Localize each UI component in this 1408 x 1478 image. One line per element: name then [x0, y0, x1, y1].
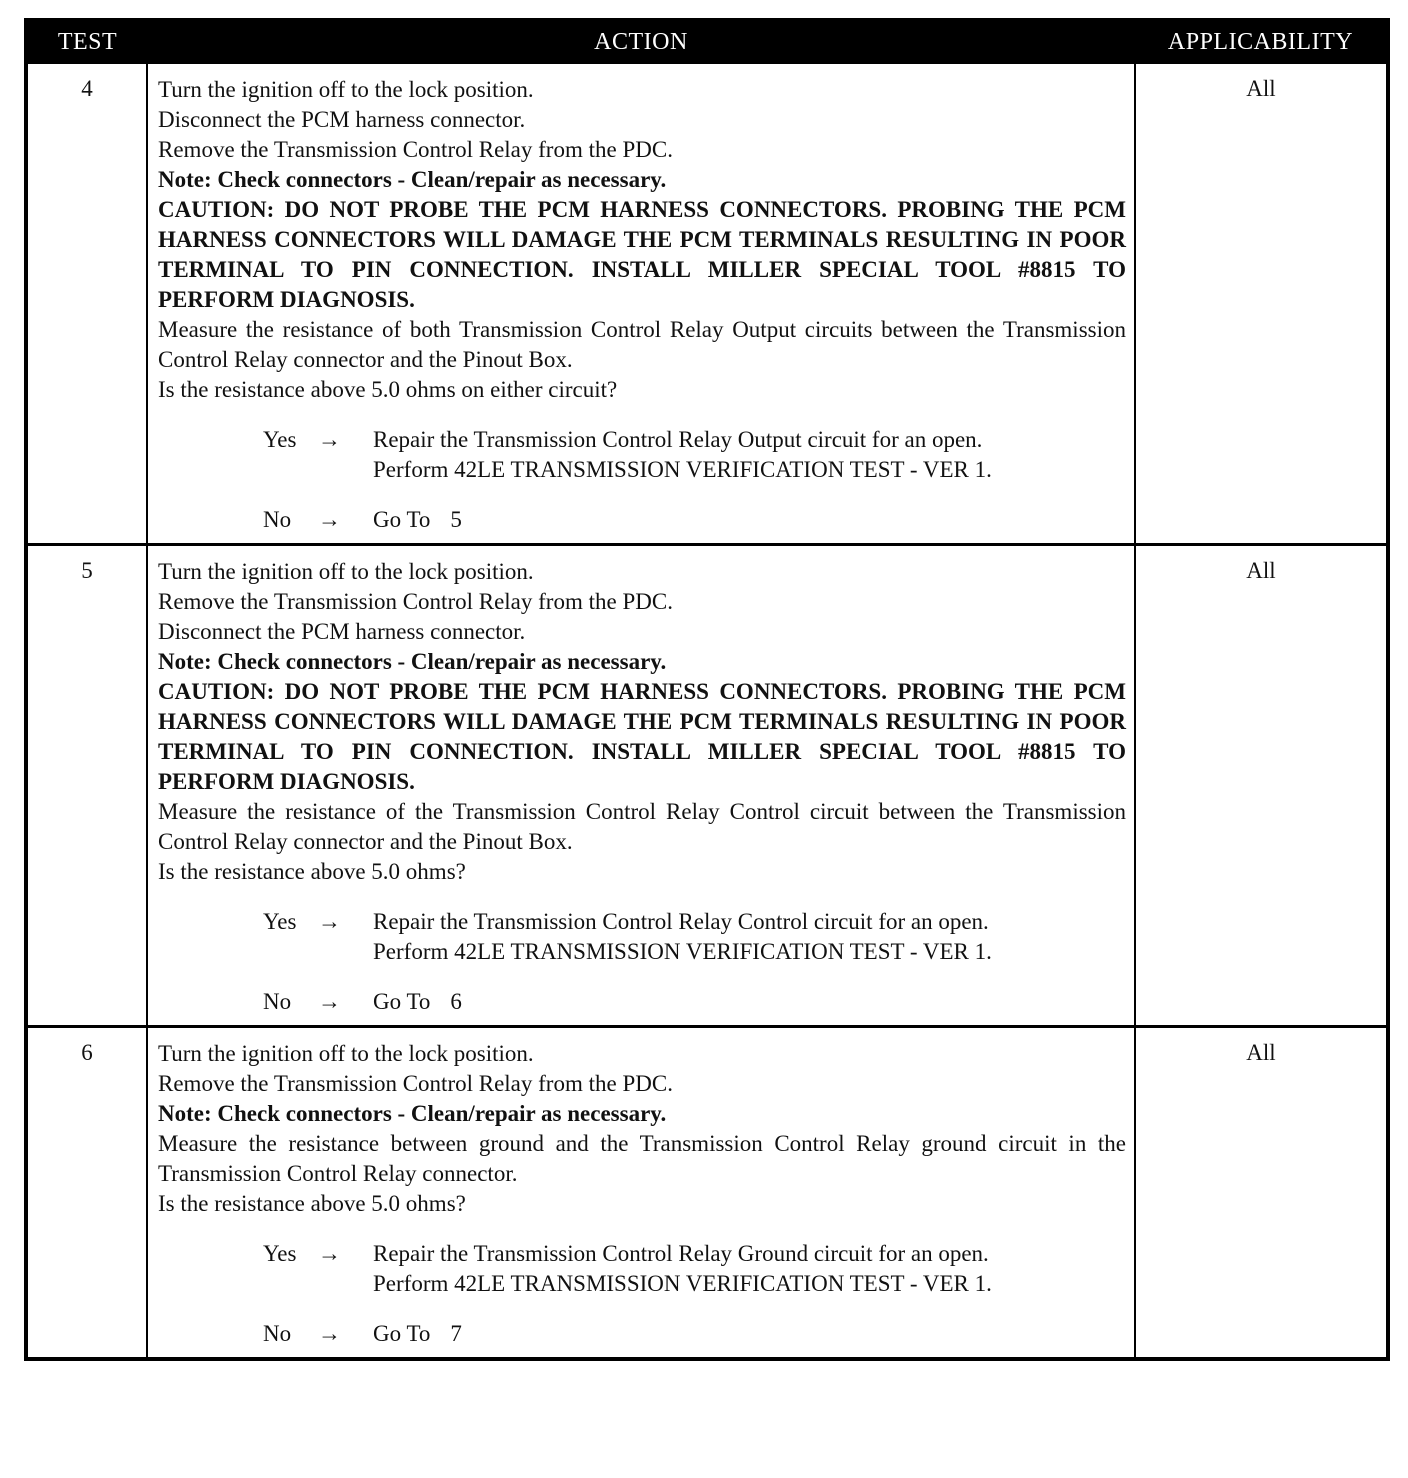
step-text: Remove the Transmission Control Relay from the PDC. [158, 137, 673, 162]
step-text: Disconnect the PCM harness connector. [158, 107, 526, 132]
yes-action: Repair the Transmission Control Relay Control circuit for an open. [373, 909, 989, 934]
yes-label: Yes [263, 427, 297, 452]
question-text: Is the resistance above 5.0 ohms? [158, 859, 466, 884]
yes-outcome [158, 425, 1126, 485]
test-number: 5 [26, 545, 147, 1027]
outcomes [158, 1239, 1126, 1349]
goto-target: 6 [450, 989, 462, 1014]
measure-text: Measure the resistance of the Transmission Control Relay Control circuit between the Transmission Control Relay connector and the Pinout Box. [158, 799, 1126, 854]
header-test: TEST [26, 20, 147, 63]
caution-text: CAUTION: DO NOT PROBE THE PCM HARNESS CONNECTORS. PROBING THE PCM HARNESS CONNECTORS WILL DAMAGE THE PCM TERMINALS RESULTING IN POOR TERMINAL TO PIN CONNECTION. INSTALL MILLER SPECIAL TOOL #8815 TO PERFORM DIAGNOSIS. [158, 197, 1126, 312]
yes-verify: Perform 42LE TRANSMISSION VERIFICATION TEST - VER 1. [373, 939, 992, 964]
goto-target: 5 [450, 507, 462, 532]
goto-target: 7 [450, 1321, 462, 1346]
yes-result [373, 907, 1126, 967]
diagnostic-table [24, 18, 1390, 1361]
step-text: Turn the ignition off to the lock position. [158, 1041, 534, 1066]
yes-action: Repair the Transmission Control Relay Ground circuit for an open. [373, 1241, 989, 1266]
action-cell [147, 1027, 1135, 1360]
caution-text: CAUTION: DO NOT PROBE THE PCM HARNESS CONNECTORS. PROBING THE PCM HARNESS CONNECTORS WILL DAMAGE THE PCM TERMINALS RESULTING IN POOR TERMINAL TO PIN CONNECTION. INSTALL MILLER SPECIAL TOOL #8815 TO PERFORM DIAGNOSIS. [158, 679, 1126, 794]
goto-text: Go To [373, 989, 431, 1014]
right-arrow-icon: → [318, 989, 341, 1014]
right-arrow-icon: → [318, 1241, 341, 1266]
step-text: Turn the ignition off to the lock position. [158, 559, 534, 584]
note-text: Note: Check connectors - Clean/repair as necessary. [158, 1101, 667, 1126]
no-result [373, 505, 1126, 535]
no-result [373, 987, 1126, 1017]
header-row [26, 20, 1388, 63]
no-result [373, 1319, 1126, 1349]
goto-text: Go To [373, 1321, 431, 1346]
yes-label: Yes [263, 909, 297, 934]
yes-outcome [158, 1239, 1126, 1299]
yes-outcome [158, 907, 1126, 967]
step-text: Disconnect the PCM harness connector. [158, 619, 526, 644]
right-arrow-icon: → [318, 1321, 341, 1346]
measure-text: Measure the resistance between ground and the Transmission Control Relay ground circuit in the Transmission Control Relay connector. [158, 1131, 1126, 1186]
yes-verify: Perform 42LE TRANSMISSION VERIFICATION TEST - VER 1. [373, 1271, 992, 1296]
no-outcome [158, 505, 1126, 535]
test-number: 6 [26, 1027, 147, 1360]
yes-result [373, 1239, 1126, 1299]
note-text: Note: Check connectors - Clean/repair as necessary. [158, 649, 667, 674]
no-label: No [263, 989, 292, 1014]
table-row [26, 1027, 1388, 1360]
action-cell [147, 545, 1135, 1027]
applicability-value: All [1135, 1027, 1388, 1360]
question-text: Is the resistance above 5.0 ohms on either circuit? [158, 377, 618, 402]
no-label: No [263, 1321, 292, 1346]
header-applicability: APPLICABILITY [1135, 20, 1388, 63]
measure-text: Measure the resistance of both Transmission Control Relay Output circuits between the Transmission Control Relay connector and the Pinout Box. [158, 317, 1126, 372]
no-outcome [158, 1319, 1126, 1349]
diagnostic-sheet [24, 18, 1386, 1361]
step-text: Remove the Transmission Control Relay from the PDC. [158, 1071, 673, 1096]
applicability-value: All [1135, 63, 1388, 545]
outcomes [158, 425, 1126, 535]
question-text: Is the resistance above 5.0 ohms? [158, 1191, 466, 1216]
yes-action: Repair the Transmission Control Relay Output circuit for an open. [373, 427, 983, 452]
step-text: Remove the Transmission Control Relay from the PDC. [158, 589, 673, 614]
yes-verify: Perform 42LE TRANSMISSION VERIFICATION TEST - VER 1. [373, 457, 992, 482]
right-arrow-icon: → [318, 909, 341, 934]
right-arrow-icon: → [318, 427, 341, 452]
step-text: Turn the ignition off to the lock position. [158, 77, 534, 102]
note-text: Note: Check connectors - Clean/repair as necessary. [158, 167, 667, 192]
no-label: No [263, 507, 292, 532]
applicability-value: All [1135, 545, 1388, 1027]
yes-result [373, 425, 1126, 485]
no-outcome [158, 987, 1126, 1017]
table-row [26, 545, 1388, 1027]
outcomes [158, 907, 1126, 1017]
goto-text: Go To [373, 507, 431, 532]
test-number: 4 [26, 63, 147, 545]
header-action: ACTION [147, 20, 1135, 63]
right-arrow-icon: → [318, 507, 341, 532]
table-row [26, 63, 1388, 545]
yes-label: Yes [263, 1241, 297, 1266]
action-cell [147, 63, 1135, 545]
